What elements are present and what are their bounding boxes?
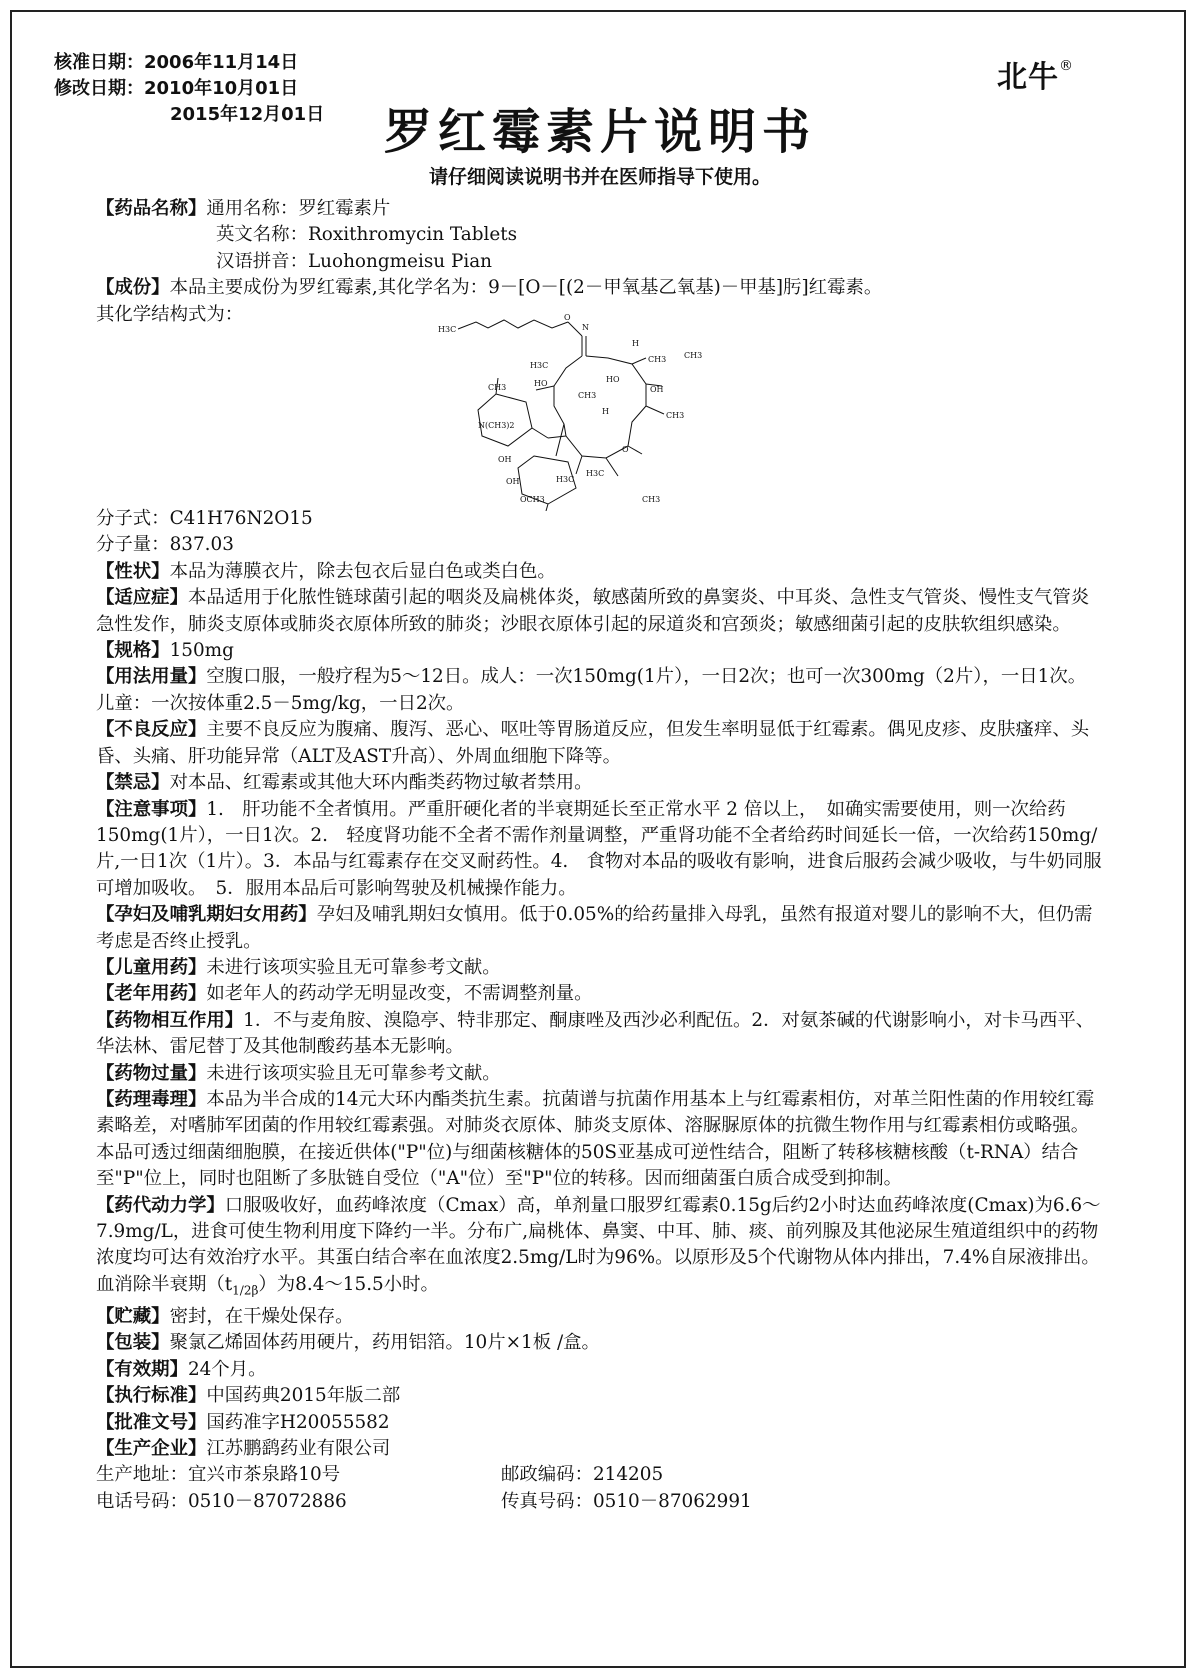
formula-label: 分子式： [96, 508, 170, 530]
section-label: 【老年用药】 [96, 983, 207, 1005]
atom-label: H3C [556, 475, 575, 485]
section-text: 国药准字H20055582 [206, 1411, 390, 1433]
section-label: 【适应症】 [96, 587, 188, 609]
atom-label: H3C [438, 325, 457, 335]
atom-label: CH3 [648, 355, 667, 365]
revision-date: 修改日期：2010年10月01日 [54, 78, 299, 99]
section-text: 未进行该项实验且无可靠参考文献。 [206, 956, 501, 978]
section-text: 本品适用于化脓性链球菌引起的咽炎及扁桃体炎，敏感菌所致的鼻窦炎、中耳炎、急性支气管炎、慢性支气管炎急性发作，肺炎支原体或肺炎衣原体所致的肺炎；沙眼衣原体引起的尿道炎和宫颈炎；敏感细菌引起的皮肤软组织感染。 [96, 587, 1090, 635]
atom-label: CH3 [666, 411, 685, 421]
section-label: 【生产企业】 [96, 1437, 207, 1459]
pk-text-end: ）为8.4～15.5小时。 [258, 1273, 439, 1295]
contact-row-1 [96, 1462, 1104, 1488]
footer-section [96, 1357, 1104, 1383]
leaflet-section [96, 955, 1104, 981]
half-life-subscript: 1/2β [232, 1283, 259, 1298]
section-label: 【药物过量】 [96, 1062, 207, 1084]
footer-section [96, 1436, 1104, 1462]
half-life-symbol: t [224, 1273, 233, 1295]
section-label: 【包装】 [96, 1332, 170, 1354]
atom-label: H [602, 407, 609, 417]
leaflet-section [96, 981, 1104, 1007]
section-label: 【用法用量】 [96, 666, 207, 688]
atom-label: CH3 [642, 495, 661, 505]
formula-value: C41H76N2O15 [169, 508, 313, 530]
section-label: 【不良反应】 [96, 719, 207, 741]
atom-label: CH3 [488, 383, 507, 393]
atom-label: O [622, 445, 629, 455]
pharmacokinetics [96, 1193, 1104, 1304]
chemical-structure-diagram [436, 306, 766, 511]
leaflet-section [96, 797, 1104, 903]
leaflet-body [96, 196, 1104, 1515]
section-text: 本品为半合成的14元大环内酯类抗生素。抗菌谱与抗菌作用基本上与红霉素相仿，对革兰阳性菌的作用较红霉素略差，对嗜肺军团菌的作用较红霉素强。对肺炎衣原体、肺炎支原体、溶脲脲原体的抗微生物作用与红霉素相仿或略强。 [96, 1088, 1095, 1137]
atom-label: CH3 [578, 391, 597, 401]
section-text: 1. 肝功能不全者慎用。严重肝硬化者的半衰期延长至正常水平 2 倍以上， 如确实需要使用，则一次给药150mg(1片），一日1次。2. 轻度肾功能不全者不需作剂量调整，严重肾功能不全者给药时间延长一倍，一次给药150mg/片,一日1次（1片）。3．本品与红霉素存在交叉耐药性。4. 食物对本品的吸收有影响，进食后服药会减少吸收，与牛奶同服可增加吸收。 5．服用本品后可影响驾驶及机械操作能力。 [96, 798, 1102, 899]
leaflet-section [96, 770, 1104, 796]
section-text: 本品为薄膜衣片，除去包衣后显白色或类白色。 [169, 560, 556, 582]
atom-label: HO [534, 379, 548, 389]
section-text: 空腹口服，一般疗程为5～12日。成人：一次150mg(1片），一日2次；也可一次300mg（2片），一日1次。儿童：一次按体重2.5－5mg/kg，一日2次。 [96, 666, 1087, 714]
section-text: 24个月。 [187, 1358, 267, 1380]
revision-date-2: 2015年12月01日 [170, 104, 325, 125]
sections-list [96, 559, 1104, 1140]
footer-sections [96, 1304, 1104, 1462]
leaflet-section [96, 902, 1104, 955]
section-text: 对本品、红霉素或其他大环内酯类药物过敏者禁用。 [169, 772, 593, 794]
section-text: 聚氯乙烯固体药用硬片，药用铝箔。10片×1板 /盒。 [169, 1332, 600, 1354]
document-subtitle: 请仔细阅读说明书并在医师指导下使用。 [428, 166, 771, 188]
phone: 电话号码：0510－87072886 [96, 1490, 347, 1512]
atom-label: O [564, 313, 571, 323]
section-text: 中国药典2015年版二部 [206, 1385, 401, 1407]
section-text: 未进行该项实验且无可靠参考文献。 [206, 1062, 501, 1084]
section-text: 主要不良反应为腹痛、腹泻、恶心、呕吐等胃肠道反应，但发生率明显低于红霉素。偶见皮疹、皮肤瘙痒、头昏、头痛、肝功能异常（ALT及AST升高）、外周血细胞下降等。 [96, 719, 1090, 767]
registered-mark: ® [1059, 58, 1074, 74]
address: 生产地址：宜兴市茶泉路10号 [96, 1464, 341, 1486]
leaflet-section [96, 638, 1104, 664]
leaflet-section [96, 585, 1104, 638]
composition [96, 275, 1104, 301]
section-label: 【成份】 [96, 277, 170, 299]
section-label: 【药品名称】 [96, 198, 207, 219]
section-label: 【性状】 [96, 560, 170, 582]
generic-name: 通用名称：罗红霉素片 [206, 198, 391, 219]
footer-section [96, 1383, 1104, 1409]
leaflet-section [96, 1008, 1104, 1061]
section-label: 【孕妇及哺乳期妇女用药】 [96, 904, 317, 926]
leaflet-section [96, 1087, 1104, 1140]
atom-label: OCH3 [520, 495, 545, 505]
atom-label: H [632, 339, 639, 349]
footer-section [96, 1304, 1104, 1330]
composition-text: 本品主要成份为罗红霉素,其化学名为：9－[O－[(2－甲氧基乙氧基)－甲基]肟]红霉素。 [169, 277, 883, 299]
section-label: 【规格】 [96, 640, 170, 662]
leaflet-section [96, 559, 1104, 585]
leaflet-section [96, 717, 1104, 770]
section-text: 密封，在干燥处保存。 [169, 1305, 354, 1327]
atom-label: H3C [586, 469, 605, 479]
drug-name-generic [96, 196, 1104, 222]
drug-name-english: 英文名称：Roxithromycin Tablets [216, 224, 518, 246]
atom-label: HO [606, 375, 620, 385]
section-label: 【药代动力学】 [96, 1194, 225, 1216]
section-label: 【贮藏】 [96, 1305, 170, 1327]
fax: 传真号码：0510－87062991 [501, 1490, 752, 1512]
section-label: 【禁忌】 [96, 772, 170, 794]
section-text: 江苏鹏鹞药业有限公司 [206, 1437, 391, 1459]
brand-name: 北牛 [997, 60, 1059, 95]
atom-label: CH3 [684, 351, 703, 361]
section-text: 如老年人的药动学无明显改变，不需调整剂量。 [206, 983, 593, 1005]
atom-label: OH [506, 477, 520, 487]
approval-date: 核准日期：2006年11月14日 [54, 52, 299, 73]
postcode: 邮政编码：214205 [501, 1464, 664, 1486]
structure-intro: 其化学结构式为： [96, 303, 244, 325]
pharmacology-paragraph: 本品可透过细菌细胞膜，在接近供体("P"位)与细菌核糖体的50S亚基成可逆性结合，阻断了转移核糖核酸（t-RNA）结合至"P"位上，同时也阻断了多肽链自受位（"A"位）至"P"位的转移。因而细菌蛋白质合成受到抑制。 [96, 1141, 1079, 1190]
contact-row-2 [96, 1489, 1104, 1515]
document-title: 罗红霉素片说明书 [383, 104, 816, 160]
atom-label: N(CH3)2 [478, 421, 515, 431]
section-label: 【药理毒理】 [96, 1088, 207, 1110]
pk-text: 口服吸收好，血药峰浓度（Cmax）高，单剂量口服罗红霉素0.15g后约2小时达血药峰浓度(Cmax)为6.6～7.9mg/L，进食可使生物利用度下降约一半。分布广,扁桃体、鼻窦、中耳、肺、痰、前列腺及其他泌尿生殖道组织中的药物浓度均可达有效治疗水平。其蛋白结合率在血浓度2.5mg/L时为96%。以原形及5个代谢物从体内排出，7.4%自尿液排出。血消除半衰期（ [96, 1194, 1101, 1295]
atom-label: N [582, 323, 589, 333]
drug-name-pinyin: 汉语拼音：Luohongmeisu Pian [216, 250, 493, 272]
section-text: 150mg [169, 640, 234, 662]
leaflet-section [96, 664, 1104, 717]
atom-label: H3C [530, 361, 549, 371]
section-label: 【执行标准】 [96, 1385, 207, 1407]
molecular-weight: 分子量：837.03 [96, 534, 234, 556]
leaflet-section [96, 1061, 1104, 1087]
brand-logo [997, 52, 1074, 96]
section-text: 1．不与麦角胺、溴隐亭、特非那定、酮康唑及西沙必利配伍。2．对氨茶碱的代谢影响小，对卡马西平、华法林、雷尼替丁及其他制酸药基本无影响。 [96, 1009, 1095, 1058]
section-label: 【注意事项】 [96, 798, 207, 820]
atom-label: OH [498, 455, 512, 465]
section-label: 【儿童用药】 [96, 956, 207, 978]
footer-section [96, 1410, 1104, 1436]
section-text: 孕妇及哺乳期妇女慎用。低于0.05%的给药量排入母乳，虽然有报道对婴儿的影响不大，但仍需考虑是否终止授乳。 [96, 904, 1093, 952]
section-label: 【批准文号】 [96, 1411, 207, 1433]
footer-section [96, 1330, 1104, 1356]
atom-label: OH [650, 385, 664, 395]
section-label: 【有效期】 [96, 1358, 188, 1380]
section-label: 【药物相互作用】 [96, 1009, 244, 1031]
